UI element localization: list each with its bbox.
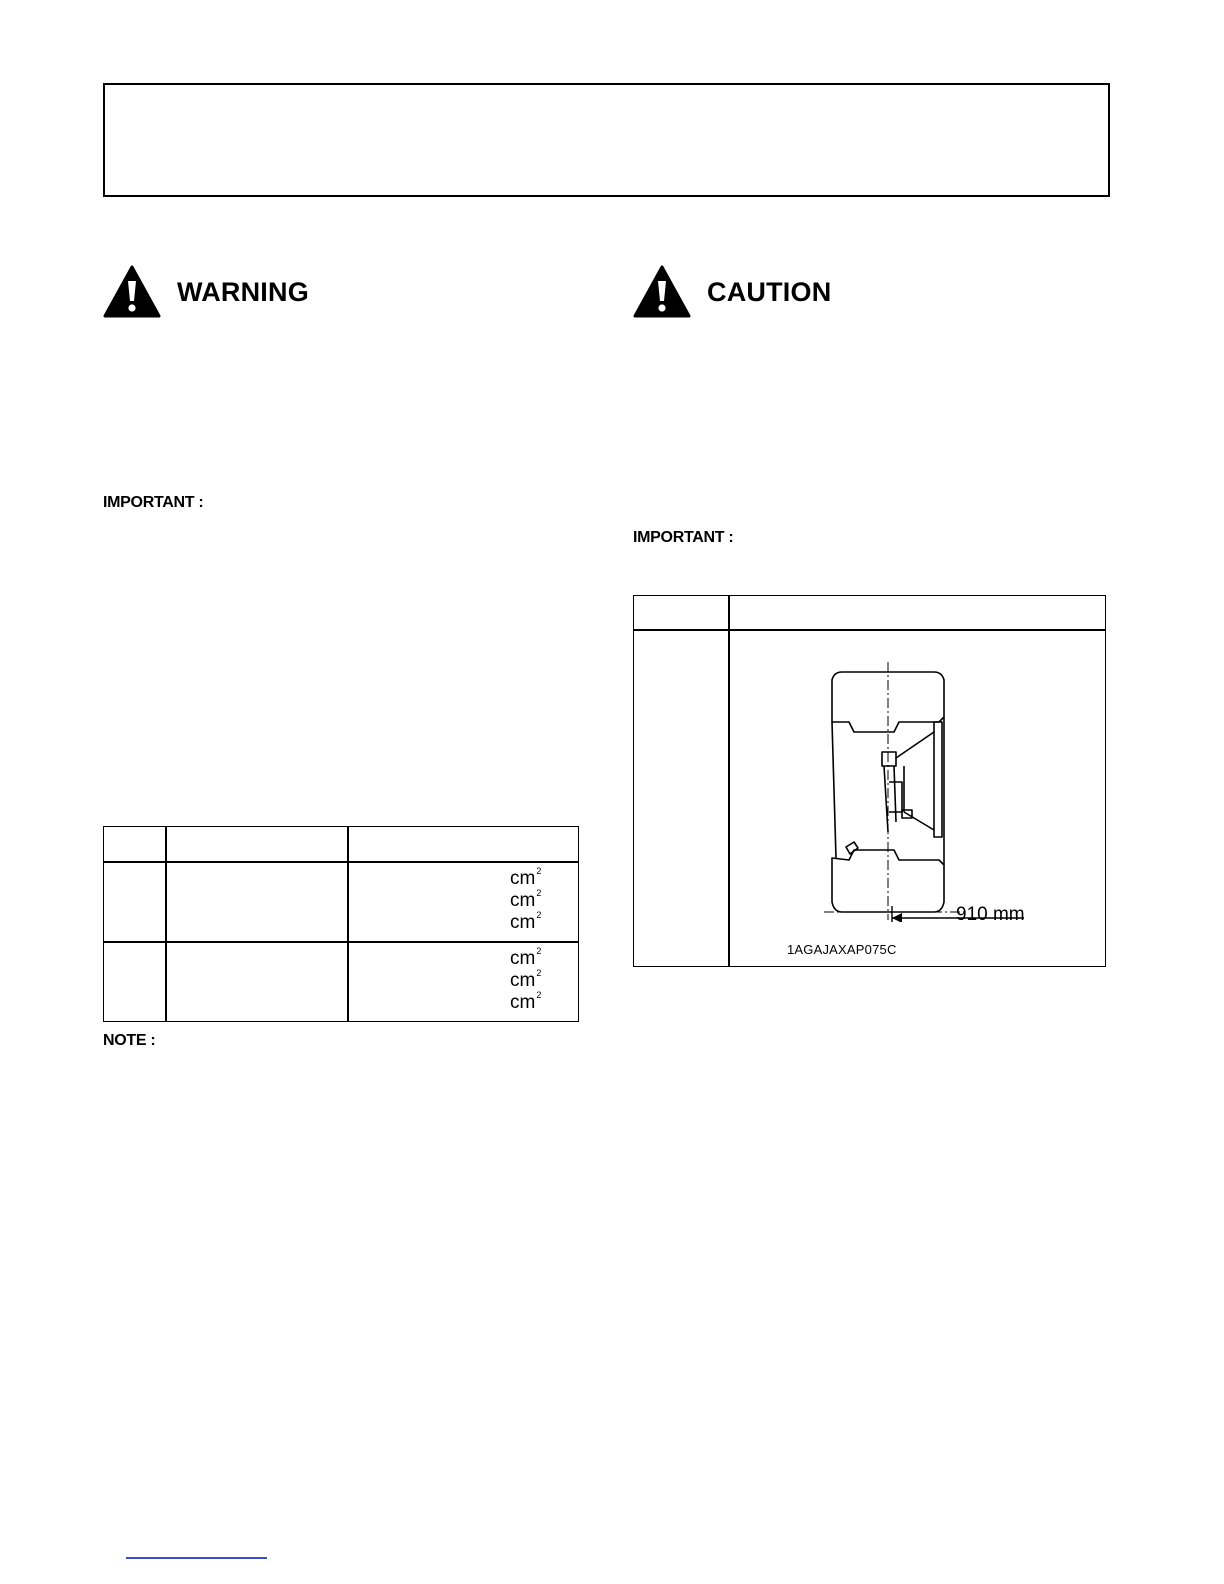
important-label-left: IMPORTANT : [103,494,204,511]
unit-cm2: $cm^2$ [510,866,542,889]
warning-header [103,262,309,322]
warning-label: WARNING [177,276,309,307]
dimension-label: 910 mm [956,904,1025,925]
unit-cm2: $cm^2$ [510,946,542,969]
unit-cm2: $cm^2$ [510,990,542,1013]
header-box [103,83,1110,197]
spec-table [103,826,579,1022]
unit-cm2: $cm^2$ [510,910,542,933]
important-label-right: IMPORTANT : [633,529,734,546]
unit-cm2: $cm^2$ [510,968,542,991]
caution-label: CAUTION [707,276,832,307]
warning-triangle-icon [103,265,161,319]
unit-cm2: $cm^2$ [510,888,542,911]
warning-triangle-icon [633,265,691,319]
figure-table [633,595,1106,967]
footer-link-underline[interactable] [126,1557,267,1559]
note-label: NOTE : [103,1032,156,1049]
wheel-tread-diagram [784,662,1044,922]
figure-code: 1AGAJAXAP075C [787,942,897,957]
caution-header [633,262,831,322]
